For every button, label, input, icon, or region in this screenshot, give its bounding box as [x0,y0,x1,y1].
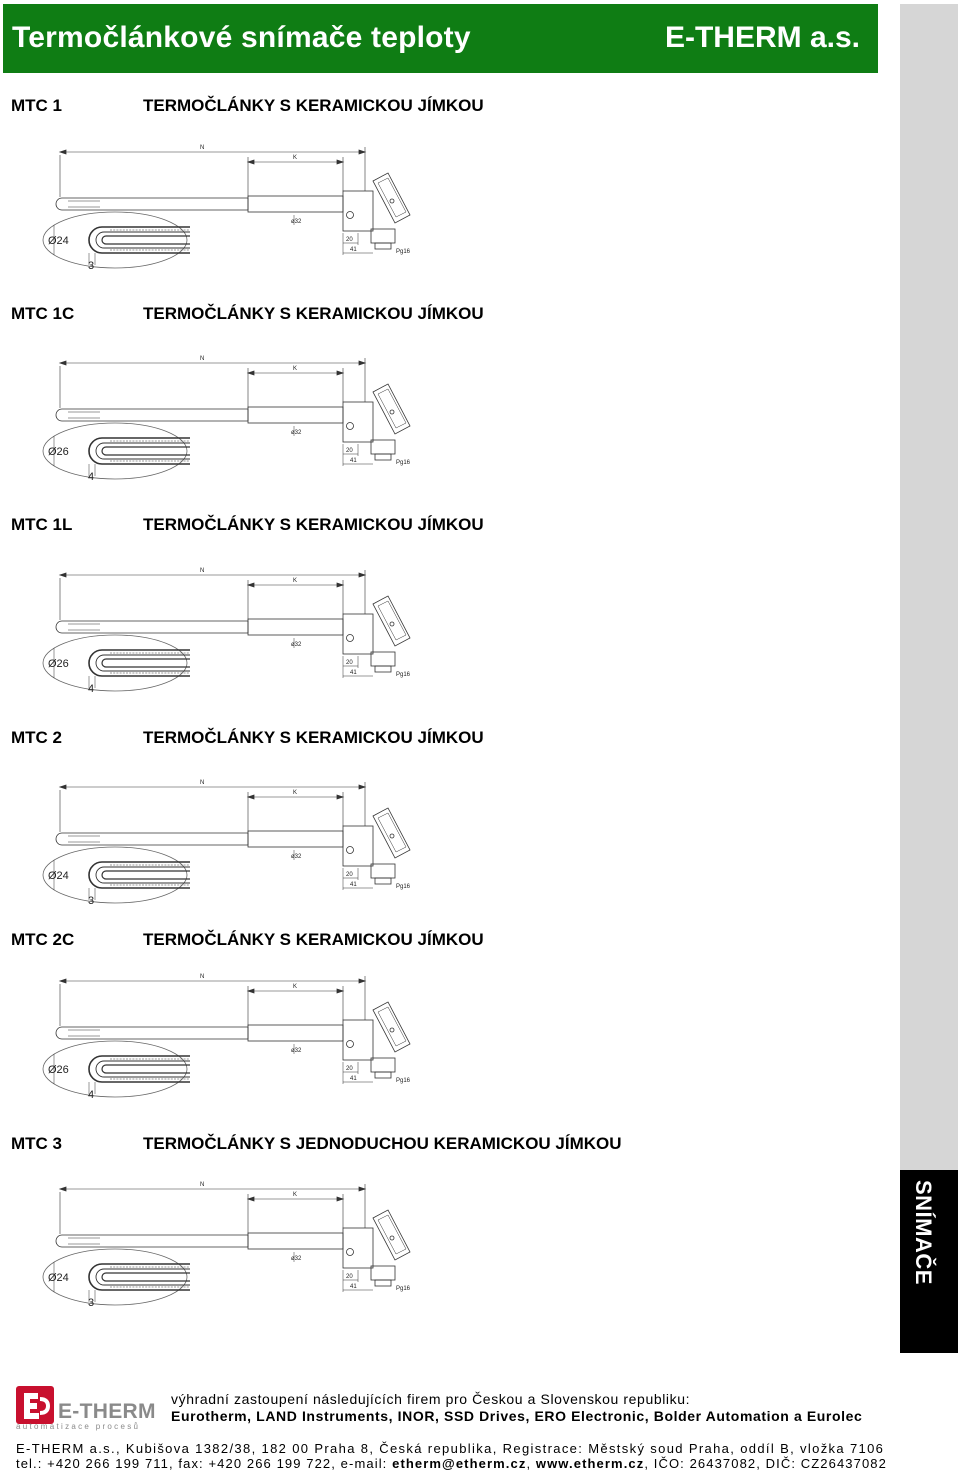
drawing-svg [40,964,420,1104]
label-tube: ø32 [291,642,302,648]
side-bar [900,4,958,1170]
label-tube: ø32 [291,1048,302,1054]
label-41: 41 [350,670,357,676]
label-41: 41 [350,1284,357,1290]
company-name: E-THERM a.s. [664,21,860,54]
side-tab-label: SNÍMAČE [911,1180,936,1285]
label-k: K [293,984,298,990]
label-thread: Pg16 [396,249,411,255]
section-title: TERMOČLÁNKY S KERAMICKOU JÍMKOU [143,515,484,534]
label-k: K [293,790,298,796]
label-diameter: Ø26 [48,658,69,670]
section-code: MTC 2 [11,728,62,747]
label-tube: ø32 [291,1256,302,1262]
label-41: 41 [350,882,357,888]
label-thread: Pg16 [396,1286,411,1292]
label-20: 20 [346,448,353,454]
label-k: K [293,155,298,161]
label-20: 20 [346,660,353,666]
label-wall: 4 [88,1089,95,1101]
label-20: 20 [346,1066,353,1072]
label-thread: Pg16 [396,460,411,466]
section-title: TERMOČLÁNKY S JEDNODUCHOU KERAMICKOU JÍMKOU [143,1134,622,1153]
section-code: MTC 3 [11,1134,62,1153]
contact-separator: , [526,1456,536,1471]
website-link[interactable]: www.etherm.cz [535,1456,645,1471]
side-tab [900,1170,958,1353]
label-tube: ø32 [291,219,302,225]
label-n: N [200,356,205,362]
footer-address: E-THERM a.s., Kubišova 1382/38, 182 00 Praha 8, Česká republika, Registrace: Městský soud Praha, oddíl B, vložka 7106 [16,1441,885,1456]
section-title: TERMOČLÁNKY S KERAMICKOU JÍMKOU [143,304,484,323]
drawing-svg [40,558,420,698]
label-41: 41 [350,247,357,253]
page-header [3,4,878,73]
section-title: TERMOČLÁNKY S KERAMICKOU JÍMKOU [143,96,484,115]
label-n: N [200,780,205,786]
section-title: TERMOČLÁNKY S KERAMICKOU JÍMKOU [143,728,484,747]
label-n: N [200,1182,205,1188]
label-thread: Pg16 [396,884,411,890]
footer-logo [14,1384,162,1434]
email-link[interactable]: etherm@etherm.cz [392,1456,527,1471]
section-code: MTC 1C [11,304,75,323]
label-41: 41 [350,1076,357,1082]
label-tube: ø32 [291,854,302,860]
label-wall: 4 [88,683,95,695]
thermocouple-drawing [40,770,420,910]
page-title: Termočlánkové snímače teploty [12,21,471,54]
company-ids: , IČO: 26437082, DIČ: CZ26437082 [644,1456,887,1471]
label-diameter: Ø26 [48,1064,69,1076]
label-41: 41 [350,458,357,464]
label-wall: 4 [88,471,95,483]
label-wall: 3 [88,260,95,272]
label-thread: Pg16 [396,672,411,678]
label-k: K [293,578,298,584]
thermocouple-drawing [40,135,420,275]
section-title: TERMOČLÁNKY S KERAMICKOU JÍMKOU [143,930,484,949]
label-20: 20 [346,237,353,243]
logo-subtitle: automatizace procesů [16,1422,141,1431]
thermocouple-drawing [40,964,420,1104]
footer-representation: výhradní zastoupení následujících firem pro Českou a Slovenskou republiku: [171,1391,691,1407]
label-k: K [293,366,298,372]
label-diameter: Ø24 [48,870,69,882]
label-diameter: Ø26 [48,446,69,458]
label-tube: ø32 [291,430,302,436]
section-code: MTC 1 [11,96,62,115]
label-diameter: Ø24 [48,235,69,247]
label-diameter: Ø24 [48,1272,69,1284]
label-thread: Pg16 [396,1078,411,1084]
footer-brands: Eurotherm, LAND Instruments, INOR, SSD Drives, ERO Electronic, Bolder Automation a Eurolec [171,1408,863,1424]
contact-phone-fax: tel.: +420 266 199 711, fax: +420 266 199 722, e-mail: [16,1456,393,1471]
drawing-svg [40,346,420,486]
thermocouple-drawing [40,558,420,698]
footer-contact [16,1456,887,1471]
section-code: MTC 2C [11,930,75,949]
etherm-logo-icon [16,1386,54,1424]
label-n: N [200,974,205,980]
label-wall: 3 [88,1297,95,1309]
label-20: 20 [346,1274,353,1280]
label-n: N [200,568,205,574]
drawing-svg [40,135,420,275]
label-wall: 3 [88,895,95,907]
logo-text: E-THERM [58,1400,156,1423]
label-n: N [200,145,205,151]
label-k: K [293,1192,298,1198]
thermocouple-drawing [40,346,420,486]
label-20: 20 [346,872,353,878]
section-code: MTC 1L [11,515,73,534]
drawing-svg [40,1172,420,1312]
thermocouple-drawing [40,1172,420,1312]
drawing-svg [40,770,420,910]
